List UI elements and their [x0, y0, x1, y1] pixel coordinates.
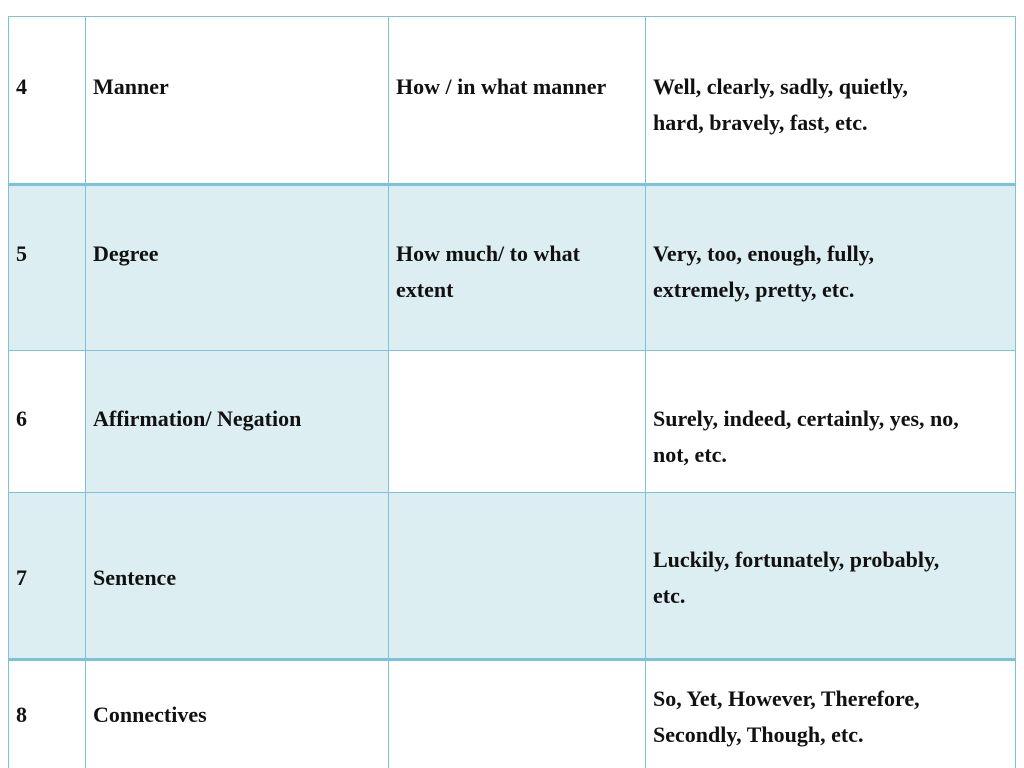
row-number: 5 [16, 241, 27, 266]
examples-line-1: Very, too, enough, fully, [653, 241, 875, 266]
adverb-type: Affirmation/ Negation [93, 406, 302, 431]
question-cell [389, 17, 646, 184]
examples-line-2: etc. [653, 583, 686, 608]
examples-cell [646, 493, 1016, 659]
examples-line-1: Luckily, fortunately, probably, [653, 547, 940, 572]
examples-line-1: So, Yet, However, Therefore, [653, 686, 920, 711]
adverb-type-cell [86, 17, 389, 184]
adverb-type-cell [86, 351, 389, 493]
adverb-type-cell [86, 659, 389, 768]
row-number-cell [9, 493, 86, 659]
adverb-type: Degree [93, 241, 159, 266]
row-number-cell [9, 184, 86, 351]
question-text: How / in what manner [396, 74, 607, 99]
examples-line-1: Surely, indeed, certainly, yes, no, [653, 406, 959, 431]
question-cell [389, 493, 646, 659]
table-row [9, 659, 1016, 768]
row-number: 6 [16, 406, 27, 431]
row-number: 7 [16, 565, 27, 590]
question-cell [389, 659, 646, 768]
question-line-2: extent [396, 277, 454, 302]
row-number-cell [9, 351, 86, 493]
table-row [9, 17, 1016, 184]
question-line-1: How much/ to what [396, 241, 580, 266]
table-row [9, 493, 1016, 659]
row-number-cell [9, 17, 86, 184]
adverb-type: Connectives [93, 702, 207, 727]
adverb-type: Sentence [93, 565, 177, 590]
row-number: 4 [16, 74, 27, 99]
examples-cell [646, 659, 1016, 768]
row-number-cell [9, 659, 86, 768]
question-cell [389, 184, 646, 351]
examples-cell [646, 351, 1016, 493]
examples-line-2: hard, bravely, fast, etc. [653, 110, 868, 135]
table-row [9, 184, 1016, 351]
examples-line-2: Secondly, Though, etc. [653, 722, 864, 747]
examples-cell [646, 184, 1016, 351]
examples-line-2: extremely, pretty, etc. [653, 277, 855, 302]
table-row [9, 351, 1016, 493]
examples-line-2: not, etc. [653, 442, 727, 467]
adverb-type-cell [86, 493, 389, 659]
adverb-type-cell [86, 184, 389, 351]
question-cell [389, 351, 646, 493]
examples-cell [646, 17, 1016, 184]
examples-line-1: Well, clearly, sadly, quietly, [653, 74, 908, 99]
adverb-type: Manner [93, 74, 169, 99]
row-number: 8 [16, 702, 27, 727]
adverb-table [8, 16, 1016, 768]
